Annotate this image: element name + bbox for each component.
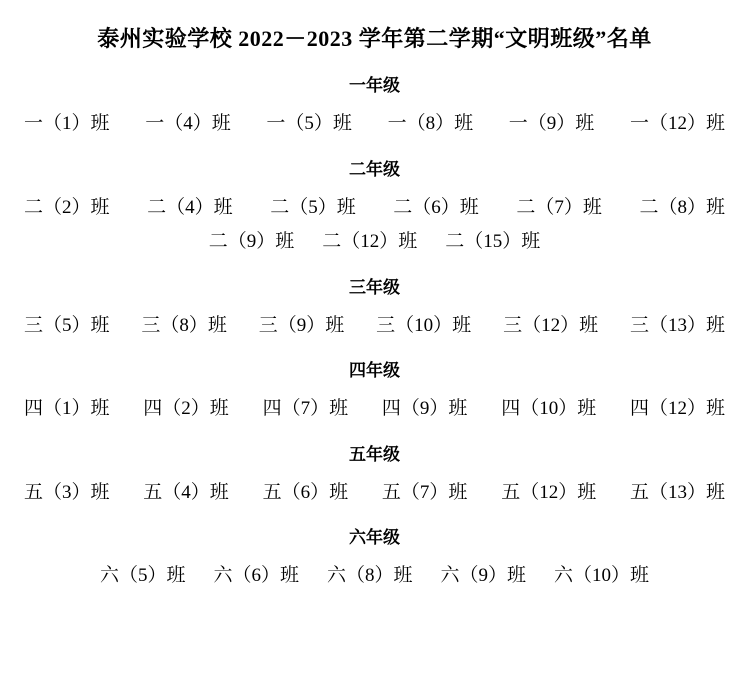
class-name: 四（2）班 [143,398,229,419]
class-name: 五（12）班 [501,481,597,503]
class-name: 六（9）班 [440,565,527,586]
class-name: 三（12）班 [503,314,599,336]
class-name: 三（5）班 [24,314,110,336]
grade-block [18,523,731,591]
class-name: 五（3）班 [24,481,110,503]
class-name: 二（8）班 [639,196,725,218]
class-name: 一（9）班 [508,113,595,134]
class-row [18,395,731,424]
class-name: 二（4）班 [147,196,233,218]
class-name: 三（9）班 [258,314,345,336]
class-row [18,479,731,508]
class-name: 一（4）班 [145,113,231,134]
class-name: 六（6）班 [213,565,299,586]
class-name: 三（13）班 [629,314,725,336]
grade-heading: 三年级 [349,277,400,297]
class-name: 六（5）班 [99,565,186,586]
class-name: 六（10）班 [554,565,650,586]
page-title: 泰州实验学校 2022－2023 学年第二学期“文明班级”名单 [97,26,652,51]
class-name: 二（15）班 [445,231,541,252]
class-name: 四（10）班 [501,398,597,419]
class-name: 四（12）班 [629,398,725,419]
class-name: 二（6）班 [393,196,479,218]
class-name: 五（4）班 [143,481,229,503]
class-name: 四（9）班 [381,398,468,419]
class-name: 五（6）班 [262,481,349,503]
class-name: 一（1）班 [24,113,110,134]
class-name: 三（8）班 [141,314,227,336]
grade-block [18,71,731,139]
grade-heading: 二年级 [349,159,400,179]
grade-block [18,440,731,508]
class-name: 五（7）班 [381,481,468,503]
grade-block [18,155,731,257]
class-name: 二（7）班 [516,196,602,218]
class-name: 二（9）班 [208,231,295,252]
class-row [18,228,731,257]
class-row [18,194,731,223]
class-name: 二（5）班 [270,196,356,218]
grade-block [18,356,731,424]
grade-heading: 四年级 [349,361,400,380]
grade-list [18,71,731,591]
class-row [18,110,731,139]
grade-heading: 一年级 [349,76,400,95]
class-name: 三（10）班 [376,314,472,336]
class-row [18,562,731,591]
class-name: 二（2）班 [24,196,110,218]
grade-heading: 五年级 [349,444,400,464]
grade-block [18,273,731,341]
class-name: 二（12）班 [322,231,418,252]
class-name: 六（8）班 [326,565,413,586]
grade-heading: 六年级 [349,528,400,547]
class-row [18,312,731,341]
class-name: 一（5）班 [266,113,352,134]
class-name: 五（13）班 [629,481,725,503]
class-name: 四（1）班 [24,398,110,419]
class-name: 四（7）班 [262,398,349,419]
class-name: 一（8）班 [387,113,474,134]
class-name: 一（12）班 [629,113,725,134]
